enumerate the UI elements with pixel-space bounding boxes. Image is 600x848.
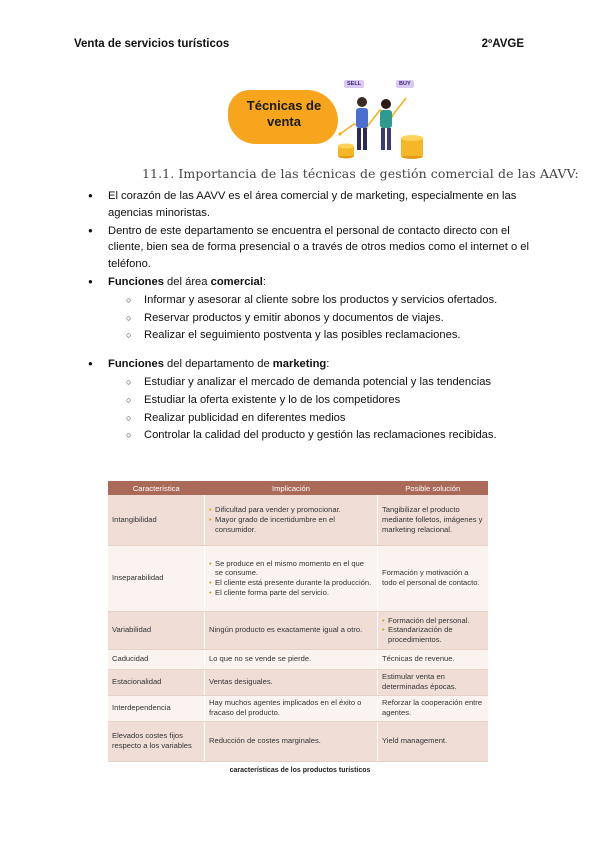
bullet-contact-staff: ● Dentro de este departamento se encuentra el personal de contacto directo con el cliente, bien sea de forma presencial o a través de otros medios como el internet o el teléfono. xyxy=(86,223,531,273)
table-cell: Estimular venta en determinadas épocas. xyxy=(378,669,489,695)
section-title: 11.1. Importancia de las técnicas de gestión comercial de las AAVV: xyxy=(142,166,579,181)
marketing-function-item: ○ Estudiar y analizar el mercado de demanda potencial y las tendencias xyxy=(86,374,531,391)
banner-title: Técnicas de venta xyxy=(246,98,322,129)
cell-point: • Formación del personal. xyxy=(382,616,484,626)
cell-point: • Mayor grado de incertidumbre en el consumidor. xyxy=(209,515,373,534)
table-row xyxy=(108,495,488,545)
cell-point: • El cliente está presente durante la producción. xyxy=(209,578,373,588)
table-cell: Inseparabilidad xyxy=(108,545,205,611)
marketing-function-item: ○ Estudiar la oferta existente y lo de los competidores xyxy=(86,392,531,409)
table-row xyxy=(108,669,488,695)
table-caption: características de los productos turísticos xyxy=(229,767,371,774)
table-cell: Formación y motivación a todo el personal de contacto. xyxy=(378,545,489,611)
label-functions: Funciones xyxy=(108,275,164,288)
banner-illustration xyxy=(228,78,428,160)
table-cell: Técnicas de revenue. xyxy=(378,649,489,669)
table-cell: Caducidad xyxy=(108,649,205,669)
table-cell: Ningún producto es exactamente igual a otro. xyxy=(205,611,378,649)
table-row xyxy=(108,695,488,721)
table-header-row xyxy=(108,481,488,495)
page-header xyxy=(74,38,524,54)
header-course-title: Venta de servicios turísticos xyxy=(74,38,230,50)
buy-tag: BUY xyxy=(396,80,414,88)
cell-point: • El cliente forma parte del servicio. xyxy=(209,588,373,598)
marketing-function-item: ○ Realizar publicidad en diferentes medios xyxy=(86,410,531,427)
label-functions: Funciones xyxy=(108,358,164,371)
bullet-commercial-heart: ● El corazón de las AAVV es el área comercial y de marketing, especialmente en las agencias minoristas. xyxy=(86,188,531,222)
table-cell: Intangibilidad xyxy=(108,495,205,545)
label-colon: : xyxy=(262,275,266,288)
column-header: Posible solución xyxy=(378,481,489,495)
table-cell: Ventas desiguales. xyxy=(205,669,378,695)
bullet-marketing-functions xyxy=(86,356,531,373)
header-group-code: 2ºAVGE xyxy=(481,38,524,50)
commercial-function-item: ○ Informar y asesorar al cliente sobre los productos y servicios ofertados. xyxy=(86,292,531,309)
label-colon: : xyxy=(326,358,330,371)
cell-point: • Estandarización de procedimientos. xyxy=(382,625,484,644)
label-del-departamento: del departamento de xyxy=(163,358,273,371)
table-cell: Lo que no se vende se pierde. xyxy=(205,649,378,669)
label-marketing: marketing xyxy=(272,358,327,371)
table-cell xyxy=(205,495,378,545)
table-cell xyxy=(205,545,378,611)
table-cell: Hay muchos agentes implicados en el éxito o fracaso del producto. xyxy=(205,695,378,721)
table-cell: Reducción de costes marginales. xyxy=(205,721,378,761)
label-comercial: comercial xyxy=(210,275,263,288)
table-row xyxy=(108,611,488,649)
column-header: Implicación xyxy=(205,481,378,495)
sell-tag: SELL xyxy=(344,80,364,88)
table-row xyxy=(108,721,488,761)
table-cell: Variabilidad xyxy=(108,611,205,649)
bullet-commercial-functions xyxy=(86,274,531,291)
table-cell: Tangibilizar el producto mediante folletos, imágenes y marketing relacional. xyxy=(378,495,489,545)
tourism-characteristics-table xyxy=(108,481,488,755)
table-cell: Estacionalidad xyxy=(108,669,205,695)
table-cell: Elevados costes fijos respecto a los variables xyxy=(108,721,205,761)
table-row xyxy=(108,545,488,611)
table-cell xyxy=(378,611,489,649)
body-text xyxy=(86,188,531,445)
table-row xyxy=(108,649,488,669)
table-cell: Interdependencia xyxy=(108,695,205,721)
cell-point: • Dificultad para vender y promocionar. xyxy=(209,505,373,515)
label-del-area: del área xyxy=(163,275,211,288)
column-header: Característica xyxy=(108,481,205,495)
table-cell: Yield management. xyxy=(378,721,489,761)
commercial-function-item: ○ Reservar productos y emitir abonos y documentos de viajes. xyxy=(86,310,531,327)
marketing-function-item: ○ Controlar la calidad del producto y gestión las reclamaciones recibidas. xyxy=(86,427,531,444)
cell-point: • Se produce en el mismo momento en el que se consume. xyxy=(209,559,373,578)
table-cell: Reforzar la cooperación entre agentes. xyxy=(378,695,489,721)
commercial-function-item: ○ Realizar el seguimiento postventa y las posibles reclamaciones. xyxy=(86,327,531,344)
people-coins-illustration xyxy=(336,88,428,160)
